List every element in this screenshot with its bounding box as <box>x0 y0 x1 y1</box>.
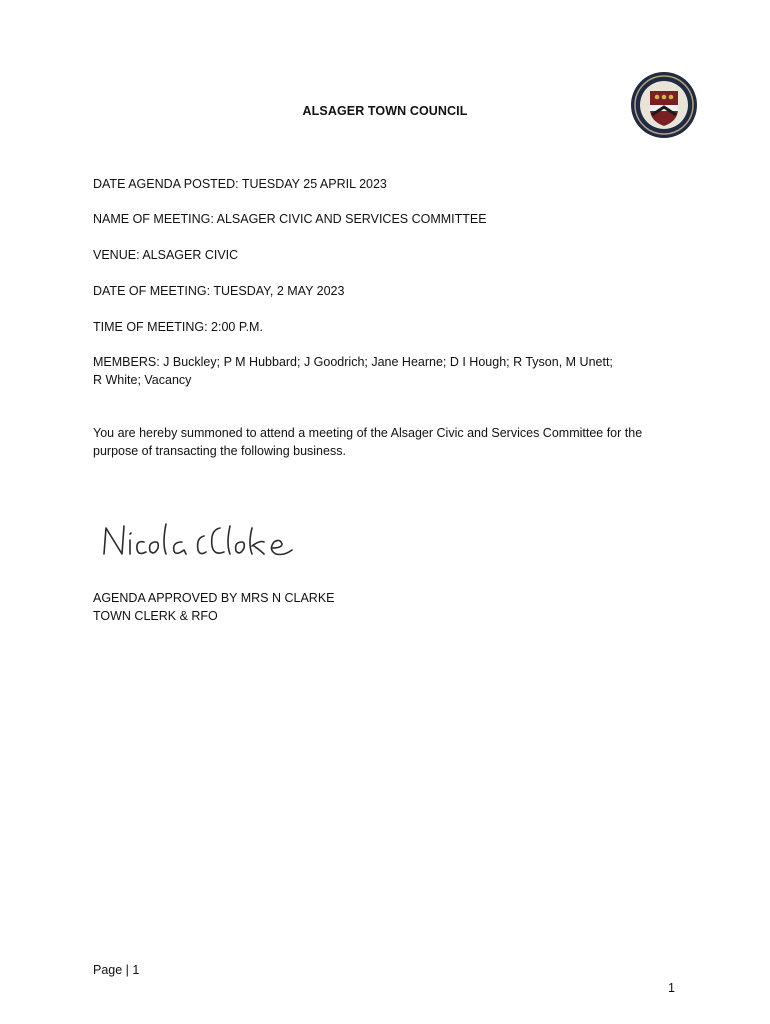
members-line-1: MEMBERS: J Buckley; P M Hubbard; J Goodrich; Jane Hearne; D I Hough; R Tyson, M Unett; <box>93 355 613 369</box>
summons-paragraph: You are hereby summoned to attend a meeting of the Alsager Civic and Services Committee for the purpose of transacting the following business. <box>93 426 643 458</box>
document-title: ALSAGER TOWN COUNCIL <box>302 104 468 118</box>
approved-by: AGENDA APPROVED BY MRS N CLARKE <box>93 591 335 605</box>
page-number: 1 <box>668 981 675 995</box>
approver-role: TOWN CLERK & RFO <box>93 609 218 623</box>
signature-image <box>96 514 306 564</box>
footer-page-label: Page | 1 <box>93 963 140 977</box>
meeting-name: NAME OF MEETING: ALSAGER CIVIC AND SERVICES COMMITTEE <box>93 212 487 226</box>
members-line-2: R White; Vacancy <box>93 373 192 387</box>
venue: VENUE: ALSAGER CIVIC <box>93 248 239 262</box>
meeting-time: TIME OF MEETING: 2:00 P.M. <box>93 320 263 334</box>
date-posted: DATE AGENDA POSTED: TUESDAY 25 APRIL 2023 <box>93 177 387 191</box>
council-crest-icon <box>630 71 698 139</box>
meeting-date: DATE OF MEETING: TUESDAY, 2 MAY 2023 <box>93 284 345 298</box>
